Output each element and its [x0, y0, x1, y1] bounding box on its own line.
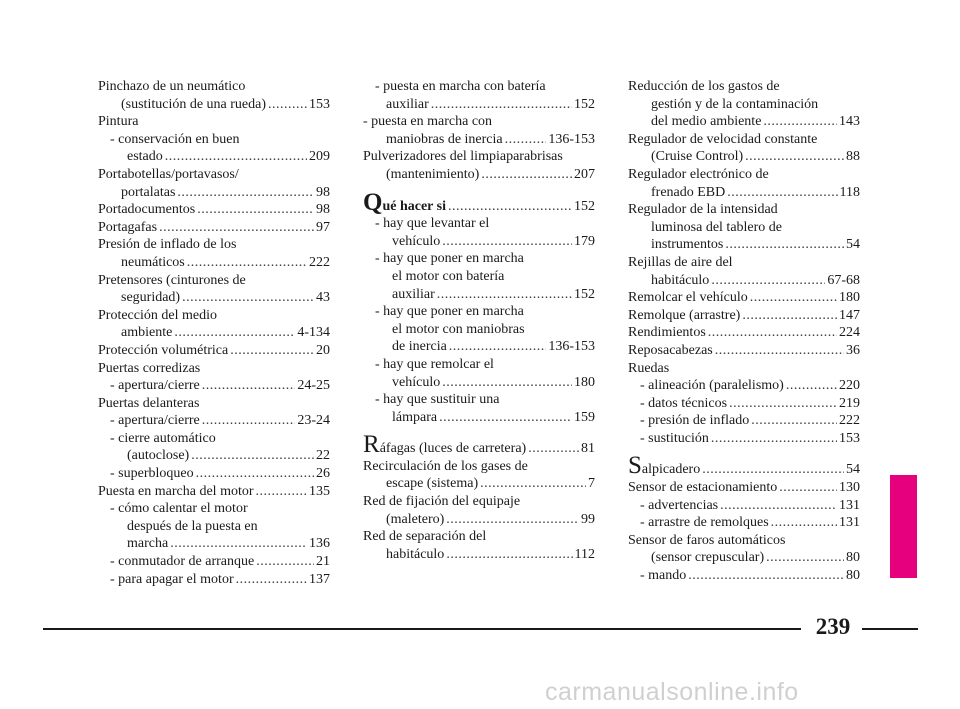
leader-dots: [446, 511, 579, 529]
index-entry-page: 136: [309, 536, 330, 552]
leader-dots: [197, 201, 314, 219]
index-entry: [628, 236, 860, 254]
index-entry-text: - advertencias: [640, 497, 719, 513]
index-entry-text: frenado EBD: [651, 184, 726, 200]
index-entry: [98, 219, 330, 237]
index-entry-text: - conmutador de arranque: [110, 554, 255, 570]
index-entry-text: - presión de inflado: [640, 413, 750, 429]
leader-dots: [202, 412, 296, 430]
index-entry-page: 153: [309, 96, 330, 112]
index-entry-text: seguridad): [121, 290, 181, 306]
leader-dots: [725, 236, 844, 254]
index-entry-page: 24-25: [297, 378, 330, 394]
index-entry-line: Regulador de velocidad constante: [628, 131, 818, 147]
index-entry-line: Presión de inflado de los: [98, 237, 237, 253]
section-heading-s: [628, 452, 860, 480]
index-entry-page: 54: [846, 237, 860, 253]
index-entry-text: maniobras de inercia: [386, 131, 503, 147]
index-entry: [363, 374, 595, 392]
index-entry-line: - conservación en buen: [110, 131, 240, 147]
index-entry-text: - alineación (paralelismo): [640, 378, 784, 394]
index-entry: [363, 131, 595, 149]
index-entry-page: 97: [316, 219, 330, 235]
index-group-q: [363, 215, 595, 426]
index-entry-page: 118: [839, 184, 860, 200]
index-entry-line: Recirculación de los gases de: [363, 458, 528, 474]
index-entry: [628, 148, 860, 166]
leader-dots: [786, 377, 837, 395]
leader-dots: [268, 96, 307, 114]
leader-dots: [771, 514, 837, 532]
index-entry-line: Puertas corredizas: [98, 360, 201, 376]
index-entry: [98, 148, 330, 166]
index-entry-page: 98: [316, 184, 330, 200]
leader-dots: [230, 342, 314, 360]
index-entry-page: 80: [846, 568, 860, 584]
index-entry-page: 207: [574, 166, 595, 182]
index-group-s: [628, 479, 860, 585]
leader-dots: [742, 307, 837, 325]
index-entry-page: 67-68: [827, 272, 860, 288]
leader-dots: [779, 479, 837, 497]
footer-rule-left: [43, 628, 801, 630]
leader-dots: [763, 113, 837, 131]
index-entry: [363, 233, 595, 251]
leader-dots: [165, 148, 307, 166]
index-entry: [98, 289, 330, 307]
index-entry-text: ambiente: [121, 325, 173, 341]
index-entry-page: 36: [846, 342, 860, 358]
index-group-r-continued: [628, 78, 860, 447]
index-entry-text: neumáticos: [121, 254, 185, 270]
index-entry-line: - cierre automático: [110, 430, 216, 446]
index-entry: [628, 567, 860, 585]
index-entry: [628, 324, 860, 342]
leader-dots: [745, 148, 844, 166]
leader-dots: [481, 166, 572, 184]
index-entry-line: luminosa del tablero de: [651, 219, 783, 235]
leader-dots: [256, 553, 314, 571]
index-entry-line: - hay que poner en marcha: [375, 251, 524, 267]
index-entry: [98, 184, 330, 202]
index-entry: [628, 184, 860, 202]
index-entry-page: 209: [309, 149, 330, 165]
index-entry-text: Protección volumétrica: [98, 342, 229, 358]
index-entry-text: - apertura/cierre: [110, 378, 200, 394]
index-entry-line: Pinchazo de un neumático: [98, 79, 246, 94]
leader-dots: [439, 409, 572, 427]
index-entry-page: 137: [309, 571, 330, 587]
index-entry-page: 131: [839, 497, 860, 513]
leader-dots: [480, 475, 586, 493]
heading-s-text: alpicadero: [641, 462, 701, 478]
index-entry-page: 26: [316, 466, 330, 482]
leader-dots: [442, 233, 572, 251]
leader-dots: [442, 374, 572, 392]
index-column-2: [363, 78, 595, 563]
index-entry-page: 143: [839, 114, 860, 130]
index-entry: [363, 409, 595, 427]
index-entry-line: - puesta en marcha con: [363, 114, 493, 130]
index-entry: [628, 479, 860, 497]
leader-dots: [715, 342, 844, 360]
index-entry-text: Rendimientos: [628, 325, 706, 341]
index-entry-page: 179: [574, 233, 595, 249]
index-entry-text: Sensor de estacionamiento: [628, 480, 778, 496]
index-entry-line: Pretensores (cinturones de: [98, 272, 246, 288]
leader-dots: [202, 377, 296, 395]
index-entry-line: - hay que poner en marcha: [375, 304, 524, 320]
index-entry-page: 222: [839, 413, 860, 429]
index-entry-page: 99: [581, 511, 595, 527]
heading-q-page: 152: [574, 198, 595, 214]
index-entry-page: 152: [574, 286, 595, 302]
index-entry-line: después de la puesta en: [127, 518, 258, 534]
index-entry-page: 112: [574, 546, 595, 562]
index-entry-text: - mando: [640, 568, 687, 584]
leader-dots: [688, 567, 844, 585]
index-entry: [98, 571, 330, 589]
index-entry: [98, 465, 330, 483]
index-entry-page: 136-153: [548, 131, 595, 147]
index-entry-page: 180: [574, 374, 595, 390]
index-group-p-continued: [363, 78, 595, 184]
index-entry-text: - para apagar el motor: [110, 571, 234, 587]
index-entry-line: Pulverizadores del limpiaparabrisas: [363, 149, 563, 165]
index-entry-line: Reducción de los gastos de: [628, 79, 780, 94]
index-entry-text: auxiliar: [392, 286, 435, 302]
index-entry-text: - arrastre de remolques: [640, 515, 769, 531]
index-entry: [628, 514, 860, 532]
index-entry-page: 135: [309, 483, 330, 499]
section-tab-marker: [890, 475, 917, 578]
index-entry: [363, 511, 595, 529]
index-entry-text: marcha: [127, 536, 169, 552]
section-heading-q: [363, 188, 595, 216]
index-entry-text: Portadocumentos: [98, 202, 196, 218]
index-entry-page: 88: [846, 149, 860, 165]
index-entry-page: 222: [309, 254, 330, 270]
index-entry: [98, 447, 330, 465]
index-entry: [628, 342, 860, 360]
index-entry-text: vehículo: [392, 233, 441, 249]
index-entry-text: del medio ambiente: [651, 114, 762, 130]
leader-dots: [196, 465, 314, 483]
heading-r-text: áfagas (luces de carretera): [379, 441, 527, 457]
index-entry: [628, 497, 860, 515]
index-entry: [363, 96, 595, 114]
index-entry-page: 80: [846, 550, 860, 566]
index-entry-line: Puertas delanteras: [98, 395, 200, 411]
index-entry: [98, 342, 330, 360]
index-entry: [628, 377, 860, 395]
index-entry: [98, 254, 330, 272]
index-entry-line: Regulador electrónico de: [628, 166, 769, 182]
index-entry-text: lámpara: [392, 409, 438, 425]
index-entry-line: - hay que sustituir una: [375, 392, 500, 408]
leader-dots: [170, 535, 307, 553]
index-entry-text: (Cruise Control): [651, 149, 744, 165]
index-entry: [98, 324, 330, 342]
index-entry-text: - datos técnicos: [640, 395, 728, 411]
index-entry-line: - hay que remolcar el: [375, 356, 494, 372]
index-entry-line: Ruedas: [628, 360, 670, 376]
index-entry-text: (sustitución de una rueda): [121, 96, 267, 112]
index-entry-text: vehículo: [392, 374, 441, 390]
leader-dots: [727, 184, 837, 202]
index-entry-line: Red de separación del: [363, 529, 487, 545]
index-entry-text: Remolcar el vehículo: [628, 290, 748, 306]
index-entry: [363, 546, 595, 564]
index-entry-page: 7: [588, 476, 595, 492]
index-entry-text: (maletero): [386, 511, 445, 527]
footer-rule-right: [862, 628, 918, 630]
index-entry-page: 43: [316, 290, 330, 306]
index-entry-page: 147: [839, 307, 860, 323]
index-entry: [628, 289, 860, 307]
watermark-text: carmanualsonline.info: [545, 678, 799, 706]
leader-dots: [177, 184, 314, 202]
index-entry-text: Remolque (arrastre): [628, 307, 741, 323]
heading-s-page: 54: [846, 462, 860, 478]
index-entry-page: 220: [839, 378, 860, 394]
index-group-r: [363, 458, 595, 564]
dropcap-r: R: [363, 431, 380, 459]
index-entry: [98, 483, 330, 501]
leader-dots: [182, 289, 314, 307]
index-entry: [98, 96, 330, 114]
index-entry-line: Portabotellas/portavasos/: [98, 166, 239, 182]
index-entry: [363, 338, 595, 356]
leader-dots: [256, 483, 307, 501]
leader-dots: [446, 546, 572, 564]
index-entry-page: 21: [316, 554, 330, 570]
index-entry: [363, 286, 595, 304]
leader-dots: [437, 286, 572, 304]
leader-dots: [708, 324, 837, 342]
leader-dots: [711, 430, 837, 448]
index-entry-line: el motor con batería: [392, 268, 505, 284]
index-entry: [628, 113, 860, 131]
index-entry: [628, 412, 860, 430]
index-entry-line: - hay que levantar el: [375, 216, 490, 232]
index-entry-page: 130: [839, 480, 860, 496]
index-entry-text: Reposacabezas: [628, 342, 713, 358]
index-entry-text: portalatas: [121, 184, 176, 200]
index-entry: [98, 377, 330, 395]
index-entry-page: 22: [316, 448, 330, 464]
index-entry-line: Rejillas de aire del: [628, 254, 733, 270]
index-entry-line: gestión y de la contaminación: [651, 96, 819, 112]
index-entry-text: auxiliar: [386, 96, 429, 112]
index-entry-line: Red de fijación del equipaje: [363, 494, 521, 510]
index-entry-text: - apertura/cierre: [110, 413, 200, 429]
section-heading-r: [363, 431, 595, 459]
index-entry: [628, 430, 860, 448]
index-entry-text: habitáculo: [386, 546, 445, 562]
index-entry-page: 153: [839, 430, 860, 446]
index-entry: [98, 412, 330, 430]
index-entry-page: 152: [574, 96, 595, 112]
dropcap-s: S: [628, 452, 642, 480]
index-entry-text: (sensor crepuscular): [651, 550, 765, 566]
leader-dots: [751, 412, 837, 430]
index-entry-line: Regulador de la intensidad: [628, 202, 778, 218]
index-entry-page: 4-134: [297, 325, 330, 341]
leader-dots: [766, 549, 844, 567]
heading-q-text: ué hacer si: [382, 198, 446, 214]
index-entry: [98, 535, 330, 553]
index-entry: [628, 272, 860, 290]
index-column-3: [628, 78, 860, 585]
index-entry: [628, 395, 860, 413]
index-entry-page: 131: [839, 515, 860, 531]
index-entry-text: (mantenimiento): [386, 166, 480, 182]
leader-dots: [711, 272, 825, 290]
leader-dots: [431, 96, 572, 114]
leader-dots: [528, 440, 579, 458]
leader-dots: [505, 131, 547, 149]
index-entry-line: el motor con maniobras: [392, 321, 525, 337]
dropcap-q: Q: [363, 188, 383, 216]
index-entry: [628, 307, 860, 325]
leader-dots: [448, 198, 572, 216]
index-entry-text: Puesta en marcha del motor: [98, 483, 254, 499]
leader-dots: [750, 289, 837, 307]
index-entry: [628, 549, 860, 567]
leader-dots: [702, 461, 844, 479]
leader-dots: [729, 395, 837, 413]
leader-dots: [187, 254, 307, 272]
index-entry-text: escape (sistema): [386, 476, 479, 492]
index-entry-line: Sensor de faros automáticos: [628, 532, 786, 548]
index-entry-page: 219: [839, 395, 860, 411]
index-entry-page: 180: [839, 290, 860, 306]
index-entry-text: (autoclose): [127, 448, 190, 464]
leader-dots: [174, 324, 295, 342]
index-entry-line: - cómo calentar el motor: [110, 501, 248, 517]
index-column-1: [98, 78, 330, 588]
index-entry-text: estado: [127, 149, 163, 165]
page-number: 239: [815, 614, 851, 639]
index-entry-page: 98: [316, 202, 330, 218]
heading-r-page: 81: [581, 441, 595, 457]
index-entry: [98, 201, 330, 219]
index-entry-line: Pintura: [98, 114, 139, 130]
leader-dots: [720, 497, 837, 515]
index-entry-page: 224: [839, 325, 860, 341]
index-entry-page: 159: [574, 409, 595, 425]
leader-dots: [449, 338, 547, 356]
index-entry-page: 23-24: [297, 413, 330, 429]
index-entry-text: Portagafas: [98, 219, 158, 235]
leader-dots: [159, 219, 314, 237]
index-entry-line: - puesta en marcha con batería: [375, 79, 546, 94]
index-entry-page: 136-153: [548, 339, 595, 355]
index-entry-line: Protección del medio: [98, 307, 217, 323]
index-entry: [363, 475, 595, 493]
leader-dots: [236, 571, 307, 589]
index-entry-page: 20: [316, 342, 330, 358]
index-entry: [98, 553, 330, 571]
leader-dots: [191, 447, 314, 465]
index-entry-text: - superbloqueo: [110, 466, 194, 482]
index-entry-text: habitáculo: [651, 272, 710, 288]
index-entry-text: - sustitución: [640, 430, 709, 446]
index-entry: [363, 166, 595, 184]
index-entry-text: instrumentos: [651, 237, 724, 253]
index-entry-text: de inercia: [392, 339, 447, 355]
